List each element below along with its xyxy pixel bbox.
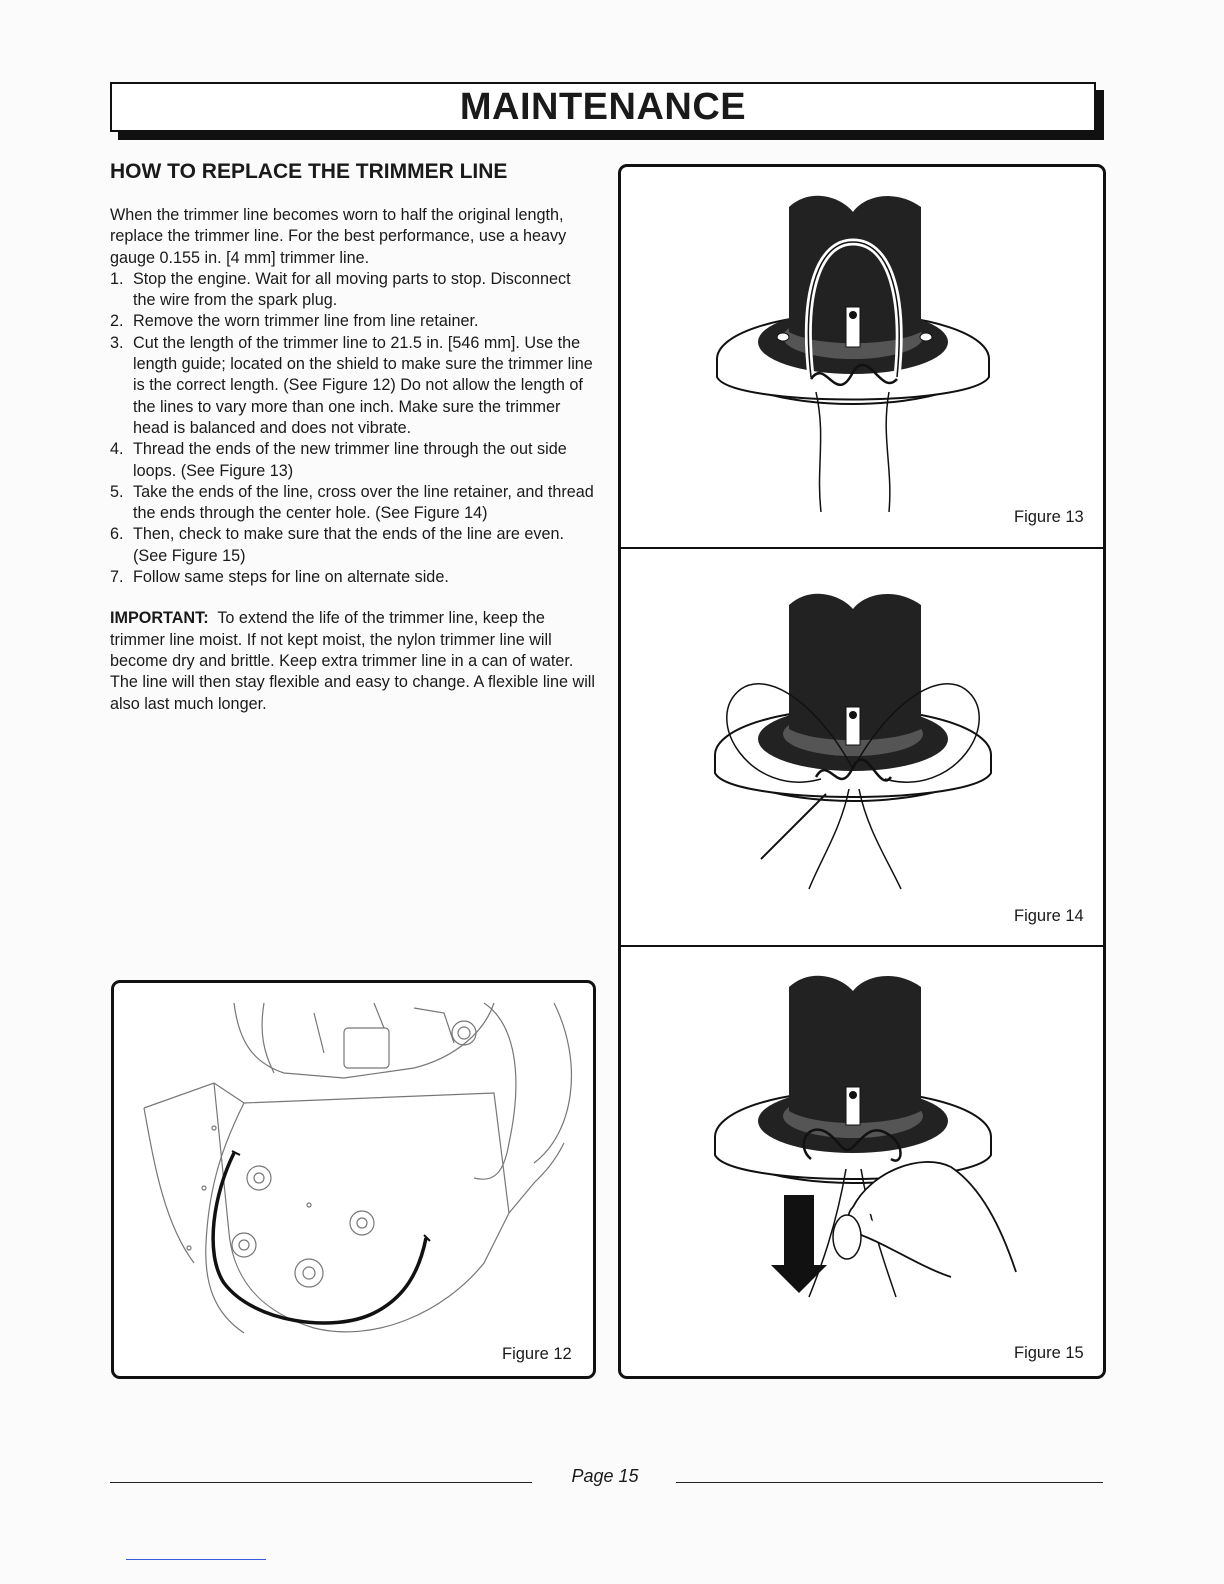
page-header [110,82,1096,132]
step-number: 3. [110,333,124,352]
step-number: 1. [110,269,124,288]
step-item [110,439,595,482]
step-item [110,269,595,312]
header-title: MAINTENANCE [459,85,747,128]
step-item [110,482,595,525]
figure-13-panel [621,167,1103,549]
step-text: Follow same steps for line on alternate side. [133,568,449,587]
page-number: Page 15 [571,1466,639,1486]
figure-15-illustration [621,947,1103,1376]
figure-12-illustration [114,983,593,1376]
important-note [110,608,595,714]
step-text: Stop the engine. Wait for all moving parts to stop. Disconnect the wire from the spark plug. [133,269,571,310]
step-item [110,333,595,439]
figure-14-caption: Figure 14 [1014,907,1084,925]
footer-rule-left [110,1482,532,1483]
figure-13-illustration [621,167,1103,547]
figure-13-caption: Figure 13 [1014,508,1084,526]
figure-12-caption: Figure 12 [502,1345,572,1363]
intro-paragraph: When the trimmer line becomes worn to half the original length, replace the trimmer line. For the best performance, use a heavy gauge 0.155 in. [4 mm] trimmer line. [110,206,567,267]
step-text: Remove the worn trimmer line from line retainer. [133,312,479,331]
step-text: Cut the length of the trimmer line to 21.5 in. [546 mm]. Use the length guide; located on the shield to make sure the trimmer line is the correct length. (See Figure 12) Do not allow the length of the lines to vary more than one inch. Make sure the trimmer head is balanced and does not vibrate. [133,333,593,437]
step-number: 7. [110,568,124,587]
figure-14-illustration [621,549,1103,945]
instructions-text [110,205,595,715]
steps-list [110,269,595,588]
step-text: Thread the ends of the new trimmer line through the out side loops. (See Figure 13) [133,440,567,480]
figure-15-caption: Figure 15 [1014,1344,1084,1362]
figures-13-15-box [618,164,1106,1379]
step-item [110,524,595,567]
figure-15-panel [621,947,1103,1376]
section-title: HOW TO REPLACE THE TRIMMER LINE [110,160,508,183]
link-underline [126,1559,266,1560]
step-number: 4. [110,440,124,459]
step-number: 2. [110,312,124,331]
step-number: 5. [110,482,124,501]
step-item [110,567,595,588]
step-item [110,311,595,332]
step-text: Take the ends of the line, cross over the line retainer, and thread the ends through the center hole. (See Figure 14) [133,482,594,523]
step-number: 6. [110,525,124,544]
important-text: To extend the life of the trimmer line, keep the trimmer line moist. If not kept moist, the nylon trimmer line will become dry and brittle. Keep extra trimmer line in a can of water. The line will then stay flexible and easy to change. A flexible line will also last much longer. [110,609,595,713]
important-label: IMPORTANT: [110,609,209,628]
figure-14-panel [621,549,1103,947]
step-text: Then, check to make sure that the ends of the line are even. (See Figure 15) [133,525,565,565]
figure-12-box [111,980,596,1379]
footer-rule-right [676,1482,1103,1483]
